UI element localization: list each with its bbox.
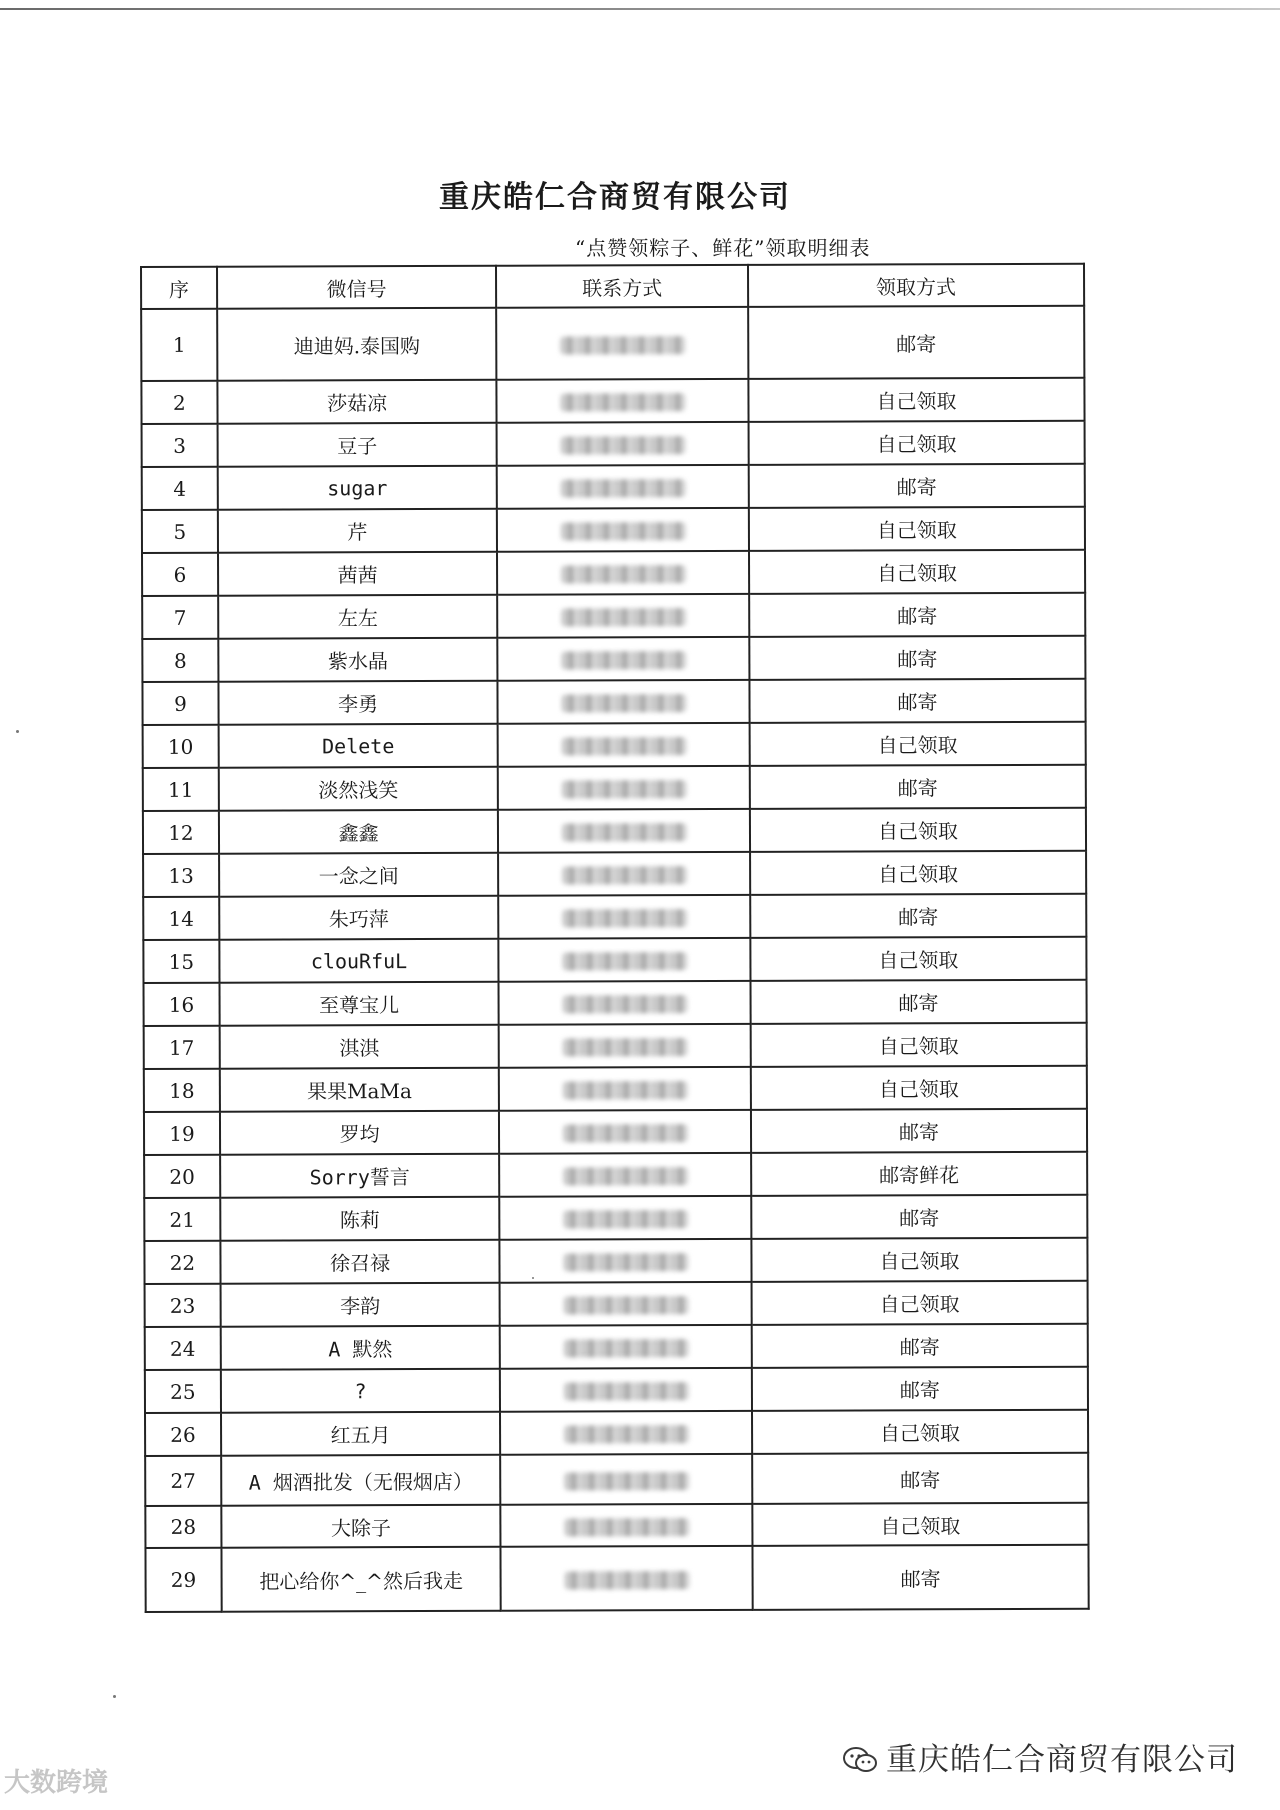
- row-contact: [497, 551, 749, 595]
- redacted-phone: [562, 866, 687, 884]
- row-wechat: 迪迪妈.泰国购: [217, 308, 497, 381]
- row-no: 8: [142, 639, 218, 682]
- row-method: 邮寄: [750, 894, 1086, 938]
- row-wechat: 陈莉: [220, 1197, 500, 1241]
- row-wechat: 莎菇凉: [217, 380, 497, 424]
- row-contact: [499, 981, 751, 1025]
- row-no: 3: [142, 424, 218, 467]
- row-wechat: 左左: [218, 595, 498, 639]
- row-method: 自己领取: [751, 1281, 1087, 1325]
- table-row: [143, 765, 1086, 811]
- redacted-phone: [562, 1081, 687, 1099]
- row-wechat: 一念之间: [219, 853, 499, 897]
- row-wechat: clouRfuL: [219, 939, 499, 983]
- row-contact: [500, 1454, 752, 1505]
- row-no: 26: [145, 1413, 221, 1456]
- redacted-phone: [563, 1296, 688, 1314]
- row-wechat: 李勇: [218, 681, 498, 725]
- table-row: [144, 1023, 1087, 1069]
- table-row: [145, 1545, 1088, 1612]
- row-no: 14: [143, 897, 219, 940]
- table-row: [145, 1503, 1088, 1548]
- row-contact: [497, 465, 749, 509]
- row-method: 自己领取: [748, 421, 1084, 465]
- row-no: 29: [145, 1548, 221, 1612]
- row-contact: [498, 680, 750, 724]
- row-method: 邮寄: [748, 306, 1084, 379]
- table-row: [142, 679, 1085, 725]
- table-row: [142, 593, 1085, 639]
- row-method: 自己领取: [750, 722, 1086, 766]
- redacted-phone: [561, 737, 686, 755]
- table-body: [141, 306, 1089, 1612]
- table-row: [143, 808, 1086, 854]
- row-contact: [496, 307, 748, 380]
- row-method: 邮寄鲜花: [751, 1152, 1087, 1196]
- row-no: 2: [141, 381, 217, 424]
- redacted-phone: [561, 608, 686, 626]
- row-contact: [499, 1024, 751, 1068]
- row-no: 24: [145, 1327, 221, 1370]
- row-contact: [498, 723, 750, 767]
- row-method: 自己领取: [750, 937, 1086, 981]
- table-row: [145, 1453, 1088, 1506]
- row-no: 20: [144, 1155, 220, 1198]
- row-contact: [501, 1504, 753, 1547]
- row-no: 17: [144, 1026, 220, 1069]
- row-no: 7: [142, 596, 218, 639]
- watermark-left: [4, 1762, 108, 1799]
- row-wechat: 果果MaMa: [220, 1068, 500, 1112]
- row-contact: [497, 508, 749, 552]
- watermark-right: [842, 1734, 1238, 1779]
- row-no: 10: [143, 725, 219, 768]
- document-subtitle: “点赞领粽子、鲜花”领取明细表: [575, 236, 871, 260]
- row-method: 自己领取: [752, 1503, 1088, 1546]
- row-no: 11: [143, 768, 219, 811]
- row-no: 1: [141, 309, 217, 381]
- row-contact: [500, 1368, 752, 1412]
- table-row: [141, 378, 1084, 424]
- row-no: 12: [143, 811, 219, 854]
- row-wechat: 红五月: [221, 1412, 501, 1456]
- redacted-phone: [561, 694, 686, 712]
- redacted-phone: [560, 393, 685, 411]
- table-row: [143, 722, 1086, 768]
- row-wechat: 鑫鑫: [219, 810, 499, 854]
- table-row: [141, 306, 1084, 381]
- row-contact: [501, 1546, 753, 1611]
- row-wechat: sugar: [218, 466, 498, 510]
- table-row: [144, 1109, 1087, 1155]
- header-wechat: 微信号: [217, 266, 497, 309]
- row-no: 19: [144, 1112, 220, 1155]
- redacted-phone: [564, 1571, 689, 1589]
- table-row: [143, 937, 1086, 983]
- row-method: 邮寄: [752, 1324, 1088, 1368]
- row-no: 6: [142, 553, 218, 596]
- redacted-phone: [562, 1038, 687, 1056]
- row-no: 22: [144, 1241, 220, 1284]
- row-wechat: 罗均: [220, 1111, 500, 1155]
- table-row: [145, 1410, 1088, 1456]
- table-row: [145, 1281, 1088, 1327]
- watermark-right-text: 重庆皓仁合商贸有限公司: [886, 1742, 1238, 1778]
- redacted-phone: [564, 1425, 689, 1443]
- row-contact: [498, 852, 750, 896]
- table-row: [142, 636, 1085, 682]
- row-contact: [499, 1110, 751, 1154]
- row-contact: [499, 1153, 751, 1197]
- document-title: 重庆皓仁合商贸有限公司: [439, 180, 791, 215]
- row-no: 23: [145, 1284, 221, 1327]
- row-wechat: 李韵: [220, 1283, 500, 1327]
- redacted-phone: [563, 1210, 688, 1228]
- redacted-phone: [564, 1472, 689, 1490]
- row-no: 16: [144, 983, 220, 1026]
- row-wechat: A 烟酒批发（无假烟店）: [221, 1455, 501, 1506]
- redacted-phone: [560, 479, 685, 497]
- row-wechat: A 默然: [221, 1326, 501, 1370]
- row-wechat: 淡然浅笑: [219, 767, 499, 811]
- row-contact: [498, 809, 750, 853]
- row-no: 21: [144, 1198, 220, 1241]
- row-contact: [500, 1282, 752, 1326]
- redacted-phone: [560, 436, 685, 454]
- row-wechat: ?: [221, 1369, 501, 1413]
- row-method: 自己领取: [751, 1066, 1087, 1110]
- table-row: [144, 980, 1087, 1026]
- row-contact: [497, 422, 749, 466]
- row-method: 自己领取: [749, 507, 1085, 551]
- redacted-phone: [562, 823, 687, 841]
- row-contact: [500, 1196, 752, 1240]
- watermark-left-text: 大数跨境: [4, 1768, 109, 1798]
- table-row: [142, 464, 1085, 510]
- table-row: [142, 550, 1085, 596]
- row-contact: [498, 637, 750, 681]
- row-method: 自己领取: [749, 550, 1085, 594]
- row-no: 13: [143, 854, 219, 897]
- redacted-phone: [563, 1253, 688, 1271]
- table-row: [142, 507, 1085, 553]
- redacted-phone: [560, 336, 685, 354]
- row-method: 自己领取: [751, 1238, 1087, 1282]
- row-contact: [500, 1411, 752, 1455]
- row-wechat: Delete: [218, 724, 498, 768]
- row-method: 邮寄: [752, 1367, 1088, 1411]
- redacted-phone: [561, 522, 686, 540]
- redacted-phone: [563, 1124, 688, 1142]
- row-method: 自己领取: [750, 851, 1086, 895]
- row-no: 9: [142, 682, 218, 725]
- redacted-phone: [562, 995, 687, 1013]
- table-header-row: [141, 264, 1084, 309]
- row-method: 邮寄: [752, 1545, 1088, 1610]
- row-wechat: 芹: [218, 509, 498, 553]
- row-method: 自己领取: [751, 1023, 1087, 1067]
- redacted-phone: [561, 651, 686, 669]
- table-row: [145, 1367, 1088, 1413]
- row-no: 27: [145, 1456, 221, 1506]
- row-method: 邮寄: [749, 464, 1085, 508]
- row-method: 邮寄: [751, 1195, 1087, 1239]
- row-wechat: 大除子: [221, 1505, 501, 1548]
- row-contact: [499, 1067, 751, 1111]
- claim-detail-table: [140, 263, 1090, 1613]
- scan-edge: [0, 8, 1280, 10]
- row-no: 4: [142, 467, 218, 510]
- row-wechat: 至尊宝儿: [219, 982, 499, 1026]
- row-contact: [498, 895, 750, 939]
- row-method: 自己领取: [748, 378, 1084, 422]
- row-wechat: 紫水晶: [218, 638, 498, 682]
- table-row: [145, 1324, 1088, 1370]
- row-wechat: 淇淇: [219, 1025, 499, 1069]
- header-no: 序: [141, 267, 217, 309]
- row-method: 邮寄: [749, 636, 1085, 680]
- row-method: 自己领取: [750, 808, 1086, 852]
- row-contact: [500, 1325, 752, 1369]
- table-row: [144, 1066, 1087, 1112]
- row-wechat: 徐召禄: [220, 1240, 500, 1284]
- row-wechat: 茜茜: [218, 552, 498, 596]
- table-row: [143, 851, 1086, 897]
- header-contact: 联系方式: [496, 265, 748, 308]
- table-row: [144, 1238, 1087, 1284]
- redacted-phone: [562, 952, 687, 970]
- row-wechat: 把心给你^_^然后我走: [221, 1547, 501, 1612]
- row-method: 邮寄: [750, 765, 1086, 809]
- row-no: 18: [144, 1069, 220, 1112]
- row-wechat: 朱巧萍: [219, 896, 499, 940]
- row-no: 25: [145, 1370, 221, 1413]
- table-row: [142, 421, 1085, 467]
- table-row: [144, 1195, 1087, 1241]
- row-method: 邮寄: [749, 593, 1085, 637]
- row-contact: [498, 766, 750, 810]
- scan-speck: [113, 1695, 116, 1698]
- row-contact: [500, 1239, 752, 1283]
- header-method: 领取方式: [748, 264, 1084, 307]
- row-no: 28: [145, 1506, 221, 1548]
- table-row: [143, 894, 1086, 940]
- table-row: [144, 1152, 1087, 1198]
- redacted-phone: [563, 1167, 688, 1185]
- redacted-phone: [562, 909, 687, 927]
- row-method: 邮寄: [752, 1453, 1088, 1504]
- redacted-phone: [561, 565, 686, 583]
- redacted-phone: [564, 1382, 689, 1400]
- row-contact: [497, 594, 749, 638]
- row-contact: [499, 938, 751, 982]
- row-contact: [497, 379, 749, 423]
- row-no: 5: [142, 510, 218, 553]
- row-wechat: Sorry誓言: [220, 1154, 500, 1198]
- row-method: 自己领取: [752, 1410, 1088, 1454]
- scan-speck: [532, 1277, 534, 1279]
- scan-speck: [16, 730, 19, 733]
- redacted-phone: [564, 1518, 689, 1536]
- redacted-phone: [563, 1339, 688, 1357]
- row-method: 邮寄: [751, 1109, 1087, 1153]
- redacted-phone: [561, 780, 686, 798]
- row-method: 邮寄: [749, 679, 1085, 723]
- row-no: 15: [143, 940, 219, 983]
- wechat-icon: [842, 1746, 878, 1774]
- row-method: 邮寄: [750, 980, 1086, 1024]
- row-wechat: 豆子: [217, 423, 497, 467]
